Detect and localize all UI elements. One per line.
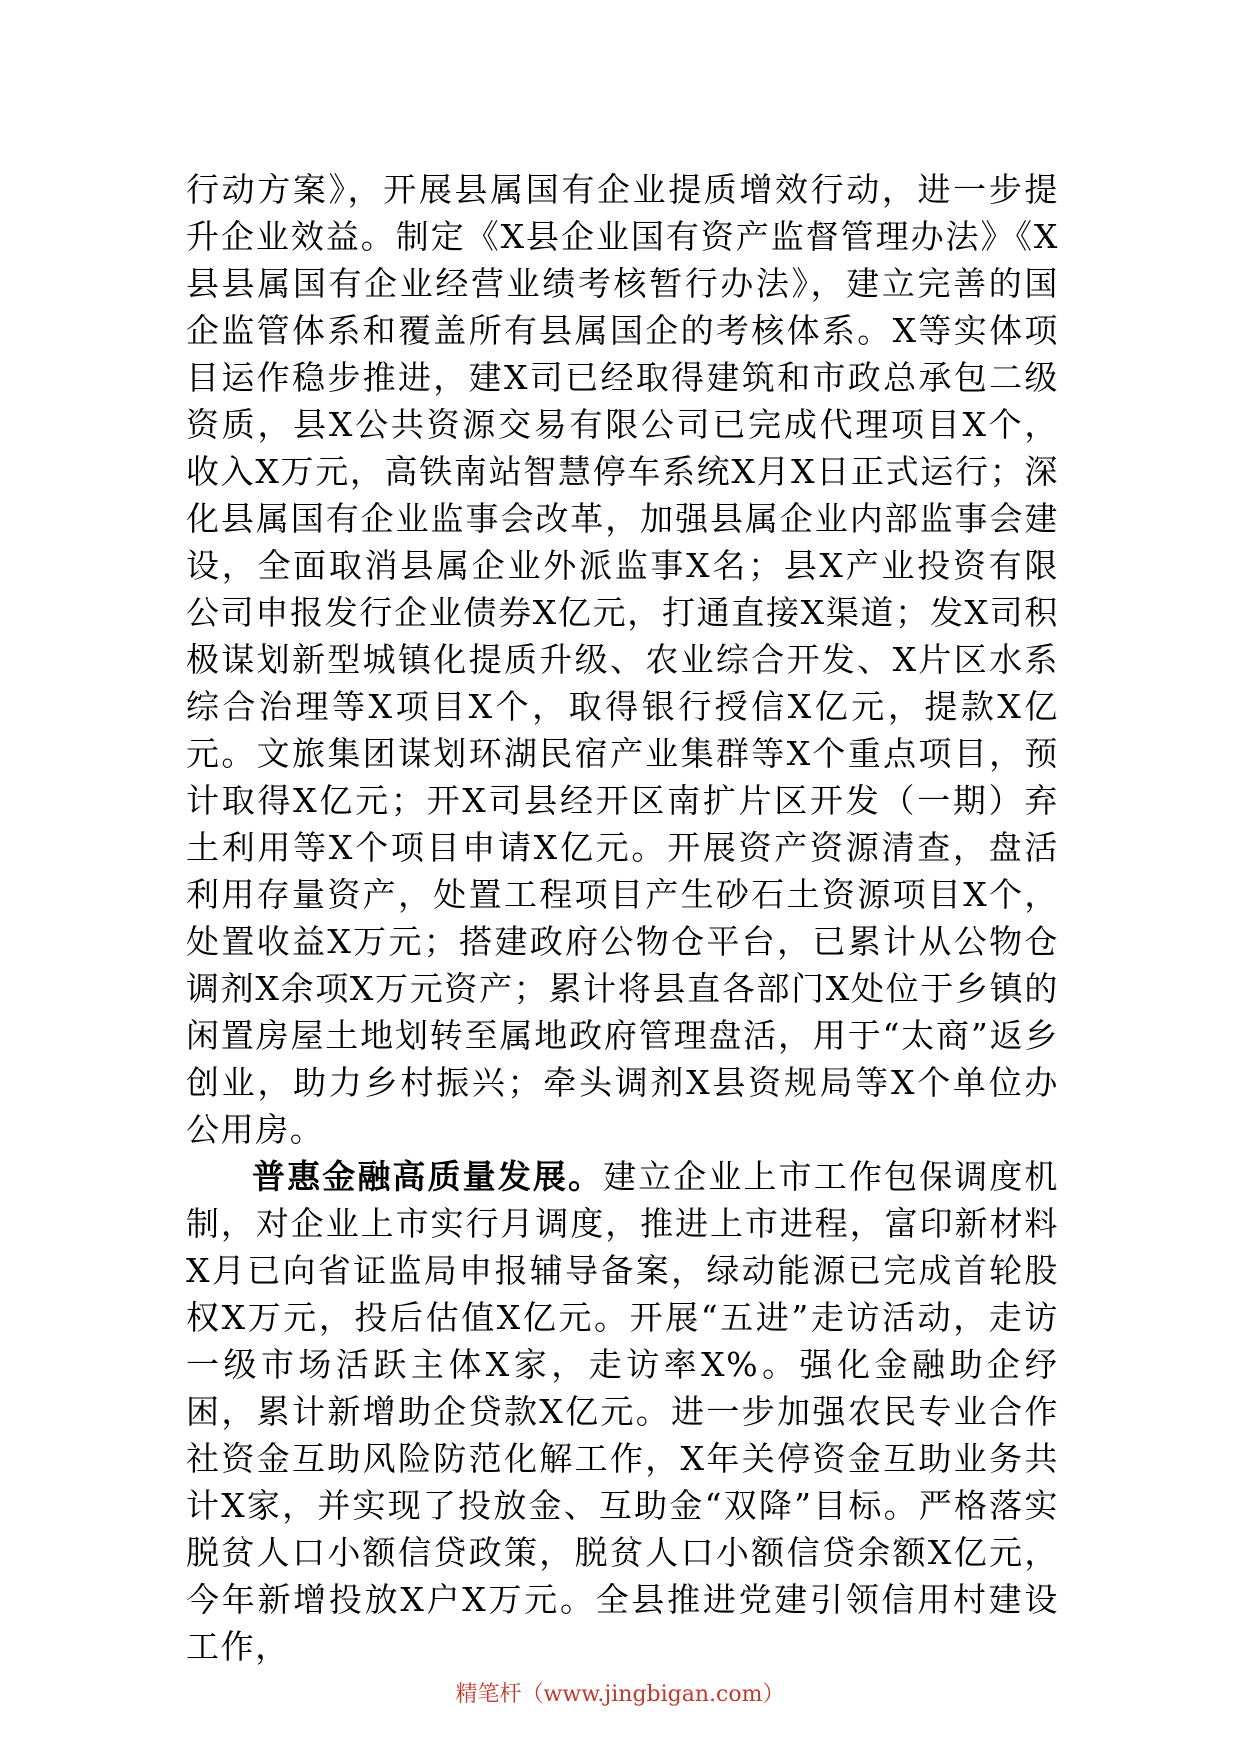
paragraph-heading: 普惠金融高质量发展。 xyxy=(252,1157,604,1196)
paragraph-inclusive-finance xyxy=(186,1153,1059,1670)
paragraph-continuation: 行动方案》，开展县属国有企业提质增效行动，进一步提升企业效益。制定《X县企业国有资产监督管理办法》《X县县属国有企业经营业绩考核暂行办法》，建立完善的国企监管体系和覆盖所有县属国企的考核体系。X等实体项目运作稳步推进，建X司已经取得建筑和市政总承包二级资质，县X公共资源交易有限公司已完成代理项目X个，收入X万元，高铁南站智慧停车系统X月X日正式运行；深化县属国有企业监事会改革，加强县属企业内部监事会建设，全面取消县属企业外派监事X名；县X产业投资有限公司申报发行企业债券X亿元，打通直接X渠道；发X司积极谋划新型城镇化提质升级、农业综合开发、X片区水系综合治理等X项目X个，取得银行授信X亿元，提款X亿元。文旅集团谋划环湖民宿产业集群等X个重点项目，预计取得X亿元；开X司县经开区南扩片区开发（一期）弃土利用等X个项目申请X亿元。开展资产资源清查，盘活利用存量资产，处置工程项目产生砂石土资源项目X个，处置收益X万元；搭建政府公物仓平台，已累计从公物仓调剂X余项X万元资产；累计将县直各部门X处位于乡镇的闲置房屋土地划转至属地政府管理盘活，用于“太商”返乡创业，助力乡村振兴；牵头调剂X县资规局等X个单位办公用房。 xyxy=(186,170,1059,1149)
document-body xyxy=(186,166,1059,1670)
paragraph-body: 建立企业上市工作包保调度机制，对企业上市实行月调度，推进上市进程，富印新材料X月已向省证监局申报辅导备案，绿动能源已完成首轮股权X万元，投后估值X亿元。开展“五进”走访活动，走访一级市场活跃主体X家，走访率X%。强化金融助企纾困，累计新增助企贷款X亿元。进一步加强农民专业合作社资金互助风险防范化解工作，X年关停资金互助业务共计X家，并实现了投放金、互助金“双降”目标。严格落实脱贫人口小额信贷政策，脱贫人口小额信贷余额X亿元，今年新增投放X户X万元。全县推进党建引领信用村建设工作， xyxy=(186,1157,1059,1666)
footer-watermark: 精笔杆（www.jingbigan.com） xyxy=(455,1682,785,1707)
